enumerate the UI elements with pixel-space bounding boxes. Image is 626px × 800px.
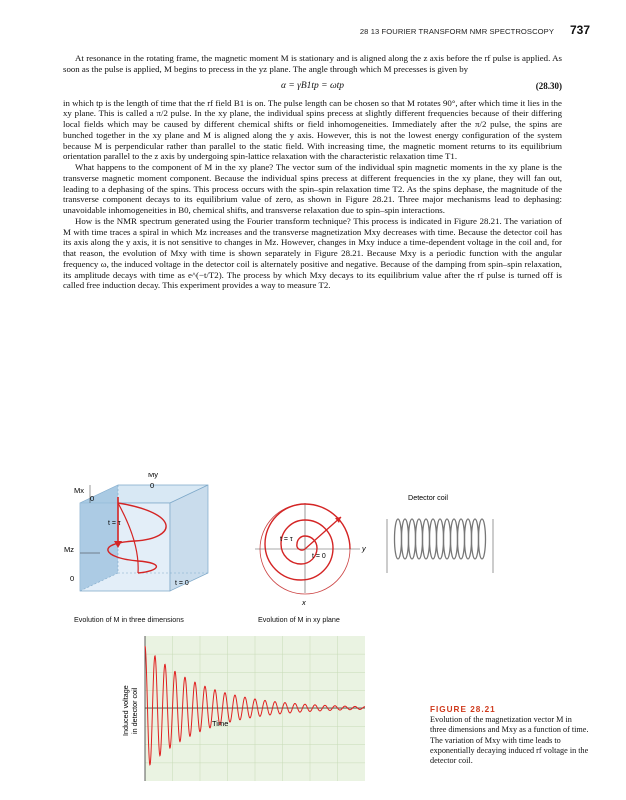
fid-chart xyxy=(75,636,385,781)
label-x: x xyxy=(302,598,306,607)
running-header xyxy=(0,23,626,39)
y-axis-label-1: Induced voltage xyxy=(121,685,130,736)
figure-caption-text: Evolution of the magnetization vector M in three dimensions and Mxy as a function of time. The variation of Mxy with time leads to exponentially decaying induced rf voltage in the detector coil. xyxy=(430,715,589,766)
label-t-tau-1: t = τ xyxy=(108,520,121,527)
equation-text: α = γB1tp = ωtp xyxy=(280,80,345,91)
panel1-caption: Evolution of M in three dimensions xyxy=(74,615,184,624)
paragraph-2: in which tp is the length of time that the rf field B1 is on. The pulse length can be chosen so that M rotates 90°, after which time it lies in the xy plane. This is called a π/2 pulse. In the xy plane, the individual spins precess at slightly different frequencies because of their differing local fields which may be caused by different chemical shifts or field inhomogeneities. Immediately after the π/2 pulse, the spins are bunched together in the xy plane and M is aligned along the y axis. However, this is not the lowest energy configuration of the system because M is perpendicular rather than parallel to the static field. With increasing time, the magnetic moment returns to its equilibrium orientation parallel to the z axis by undergoing spin-lattice relaxation with the characteristic relaxation time T1. xyxy=(63,97,562,162)
label-t-zero-1: t = 0 xyxy=(175,580,189,587)
body-text xyxy=(63,53,562,291)
label-mz: Mz xyxy=(64,545,74,554)
page-number: 737 xyxy=(569,23,590,37)
paragraph-3: What happens to the component of M in the xy plane? The vector sum of the individual spin magnetic moments in the xy plane is the transverse magnetic moment component. Because the individual spins precess at different frequencies in the xy plane, they will fan out, leading to a dephasing of the spins. This process occurs with the spin–spin relaxation time T2. As the spins dephase, the magnitude of the transverse component decays to its equilibrium value of zero, as shown in Figure 28.21. Three major mechanisms lead to dephasing: unavoidable inhomogeneities in B0, chemical shifts, and transverse relaxation due to spin–spin interactions. xyxy=(63,162,562,215)
fid-plot xyxy=(75,636,385,781)
paragraph-4: How is the NMR spectrum generated using the Fourier transform technique? This process is indicated in Figure 28.21. The variation of M with time traces a spiral in which Mz increases and the transverse magnetization Mxy decreases with time. Because the detector coil has its axis along the y axis, it is not sensitive to changes in Mz. However, changes in Mxy induce a time-dependent voltage in the coil and, for that reason, the evolution of Mxy with time is shown separately in Figure 28.21. Because Mxy is a periodic function with the angular frequency ω, the induced voltage in the detector coil is alternately positive and negative. Because of the damping from spin–spin relaxation, its amplitude decays with time as e^(−t/T2). The process by which Mxy decays to its equilibrium value after the rf pulse is turned off is called free induction decay. This experiment provides a way to measure T2. xyxy=(63,215,562,291)
section-title: 28 13 FOURIER TRANSFORM NMR SPECTROSCOPY xyxy=(359,27,554,36)
figure-title: FIGURE 28.21 xyxy=(430,705,496,714)
figure-diagrams xyxy=(60,473,560,623)
figure-caption xyxy=(430,705,590,766)
detector-coil-icon xyxy=(387,493,493,573)
label-my: My xyxy=(148,473,158,479)
label-zero-1: 0 xyxy=(90,494,95,503)
label-mx: Mx xyxy=(74,486,84,495)
label-t-zero-2: t = 0 xyxy=(312,553,326,560)
spiral-diagram xyxy=(255,503,367,607)
label-zero-2: 0 xyxy=(150,481,155,490)
equation-number: (28.30) xyxy=(535,80,562,91)
detector-coil-label: Detector coil xyxy=(408,493,448,502)
label-t-tau-2: t = τ xyxy=(280,536,293,543)
y-axis-label-2: in detector coil xyxy=(130,687,139,734)
panel2-caption: Evolution of M in xy plane xyxy=(258,615,340,624)
x-axis-label: Time xyxy=(212,719,229,728)
paragraph-1: At resonance in the rotating frame, the magnetic moment M is stationary and is aligned along the z axis before the rf pulse is applied. As soon as the pulse is applied, M begins to precess in the yz plane. The angle through which M precesses is given by xyxy=(63,53,562,74)
label-zero-3: 0 xyxy=(70,574,75,583)
equation-28-30 xyxy=(63,81,562,93)
label-y: y xyxy=(362,544,366,553)
cube-diagram xyxy=(64,473,208,591)
figure-top-panels xyxy=(60,473,560,623)
